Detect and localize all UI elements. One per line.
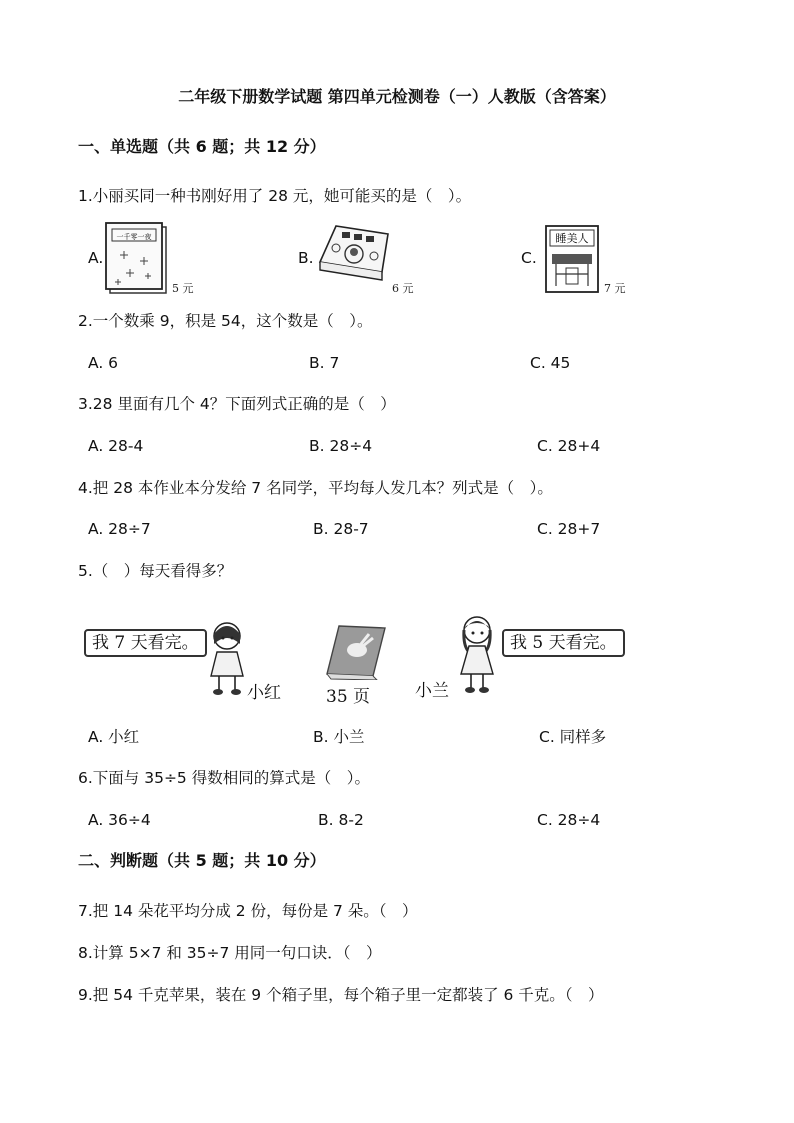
question-7-stem: 7.把 14 朵花平均分成 2 份，每份是 7 朵。（ ） [78,902,418,920]
question-1-option-b-label[interactable]: B. [298,249,314,267]
question-4-stem: 4.把 28 本作业本分发给 7 名同学，平均每人发几本？列式是（ ）。 [78,479,553,497]
book-a-price: 5 元 [172,282,194,295]
question-3-option-c[interactable]: C. 28+4 [537,437,601,455]
question-6-option-a[interactable]: A. 36÷4 [88,811,151,829]
question-5-stem: 5.（ ）每天看得多？ [78,562,233,580]
question-8-stem: 8.计算 5×7 和 35÷7 用同一句口诀．（ ） [78,944,382,962]
name-xiaolan: 小兰 [415,681,449,701]
question-3-option-a[interactable]: A. 28-4 [88,437,144,455]
question-4-option-c[interactable]: C. 28+7 [537,520,601,538]
question-1-option-c-label[interactable]: C. [521,249,537,267]
question-2-option-c[interactable]: C. 45 [530,354,571,372]
question-6-option-c[interactable]: C. 28÷4 [537,811,601,829]
name-xiaohong: 小红 [247,683,281,703]
section-heading-single-choice: 一、单选题（共 6 题；共 12 分） [78,137,326,156]
question-2-option-a[interactable]: A. 6 [88,354,119,372]
question-6-stem: 6.下面与 35÷5 得数相同的算式是（ ）。 [78,769,370,787]
book-b-illustration [316,222,392,284]
question-6-option-b[interactable]: B. 8-2 [318,811,364,829]
section-heading-true-false: 二、判断题（共 5 题；共 10 分） [78,851,326,870]
book-c-cover-text: 睡美人 [555,232,589,245]
book-a-cover-text: 一千零一夜 [116,233,152,241]
question-4-option-a[interactable]: A. 28÷7 [88,520,151,538]
question-3-option-b[interactable]: B. 28÷4 [309,437,373,455]
book-c-illustration [544,224,602,296]
speech-bubble-xiaolan: 我 5 天看完。 [502,629,625,657]
book-a-illustration [104,221,170,295]
question-4-option-b[interactable]: B. 28-7 [313,520,369,538]
question-3-stem: 3.28 里面有几个 4？下面列式正确的是（ ） [78,395,396,413]
girl-xiaolan-illustration [455,612,501,698]
page-title: 二年级下册数学试题 第四单元检测卷（一）人教版（含答案） [178,87,616,106]
book-b-price: 6 元 [392,282,414,295]
question-1-stem: 1.小丽买同一种书刚好用了 28 元，她可能买的是（ ）。 [78,187,472,205]
storybook-illustration [325,624,387,680]
speech-bubble-xiaohong: 我 7 天看完。 [84,629,207,657]
question-5-option-c[interactable]: C. 同样多 [539,728,607,746]
question-5-option-b[interactable]: B. 小兰 [313,728,365,746]
book-c-price: 7 元 [604,282,626,295]
page-count-label: 35 页 [326,687,371,707]
question-2-option-b[interactable]: B. 7 [309,354,340,372]
girl-xiaohong-illustration [205,618,249,698]
question-2-stem: 2.一个数乘 9，积是 54，这个数是（ ）。 [78,312,373,330]
question-1-option-a-label[interactable]: A. [88,249,104,267]
question-5-option-a[interactable]: A. 小红 [88,728,140,746]
question-9-stem: 9.把 54 千克苹果，装在 9 个箱子里，每个箱子里一定都装了 6 千克。（ ） [78,986,604,1004]
